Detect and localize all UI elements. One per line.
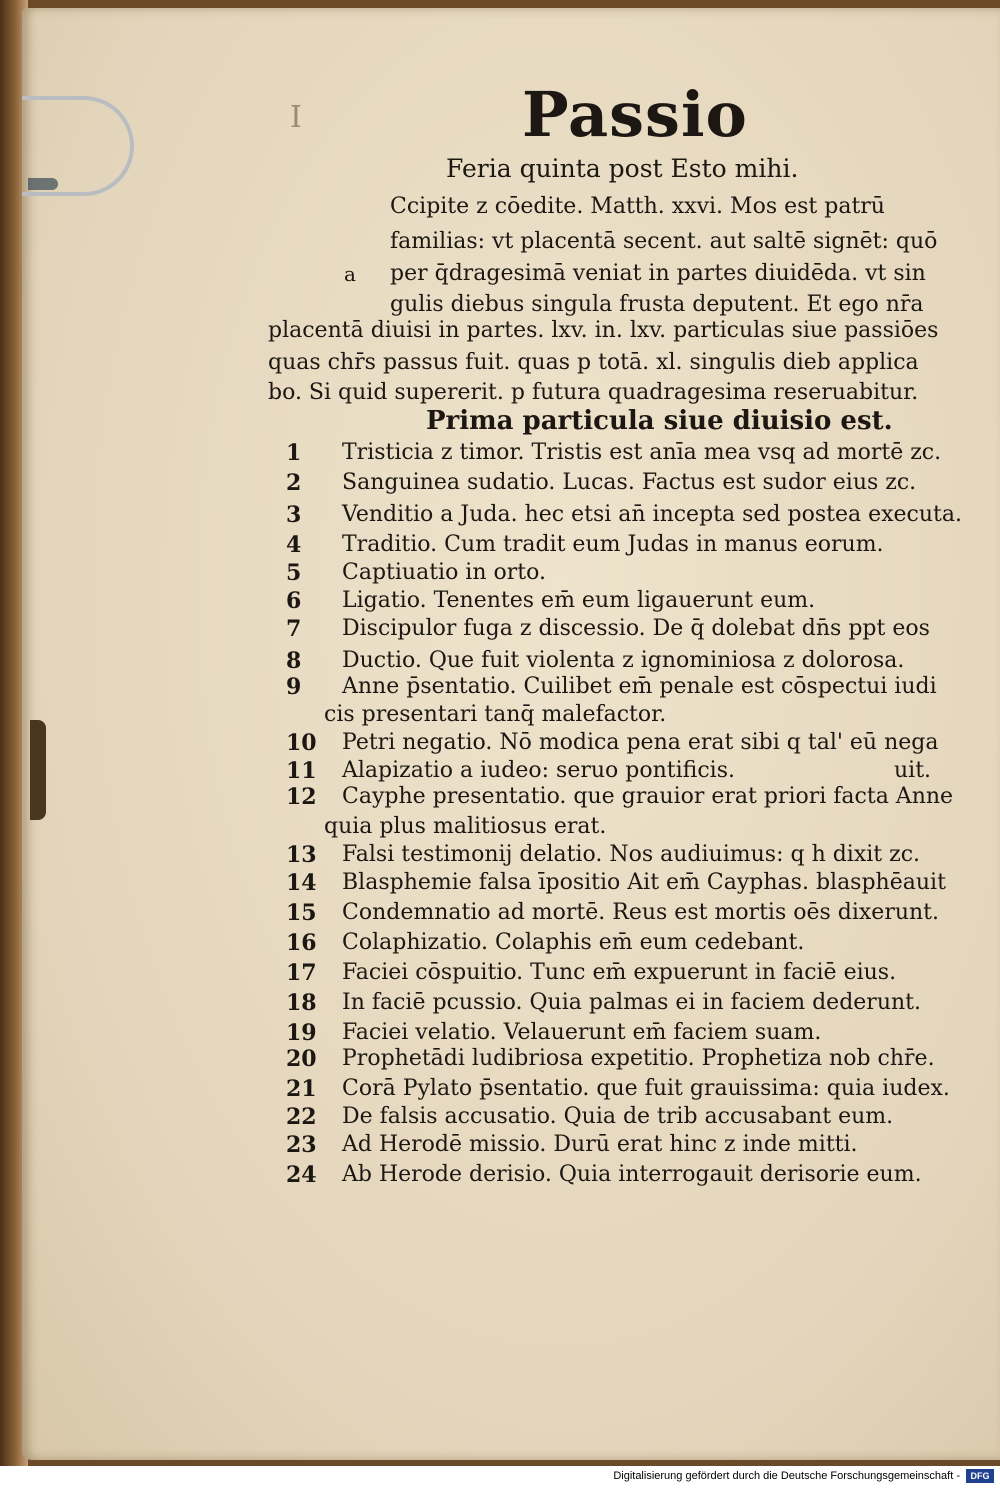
list-item — [286, 784, 986, 814]
list-item — [286, 900, 986, 930]
list-item — [286, 990, 986, 1020]
dfg-logo: DFG — [966, 1469, 994, 1483]
entry-number: 18 — [286, 990, 317, 1016]
entry-text: Ductio. Que fuit violenta z ignominiosa z dolorosa. — [342, 648, 905, 673]
list-item — [286, 870, 986, 900]
entry-number: 12 — [286, 784, 317, 810]
entry-text: Alapizatio a iudeo: seruo pontificis. — [342, 758, 735, 783]
entry-number: 4 — [286, 532, 302, 558]
entry-number: 6 — [286, 588, 302, 614]
entry-text: Prophetādi ludibriosa expetitio. Prophetiza nob chr̄e. — [342, 1046, 935, 1071]
entry-text: Blasphemie falsa īpositio Ait em̄ Cayphas. blasphēauit — [342, 870, 946, 895]
entry-text: Falsi testimonij delatio. Nos audiuimus: q h dixit zc. — [342, 842, 921, 867]
intro-line: Ccipite z cōedite. Matth. xxvi. Mos est patrū — [390, 194, 885, 219]
entry-number: 14 — [286, 870, 317, 896]
entry-number: 21 — [286, 1076, 317, 1102]
entry-continuation: cis presentari tanq̄ malefactor. — [324, 702, 667, 727]
entry-text: Faciei cōspuitio. Tunc em̄ expuerunt in faciē eius. — [342, 960, 897, 985]
footer-bar — [0, 1466, 1000, 1488]
entry-number: 22 — [286, 1104, 317, 1130]
list-item — [286, 502, 986, 532]
entry-text: Petri negatio. Nō modica pena erat sibi q tal' eū nega — [342, 730, 939, 755]
entry-text: Colaphizatio. Colaphis em̄ eum cedebant. — [342, 930, 805, 955]
list-item — [286, 730, 986, 760]
entry-number: 5 — [286, 560, 302, 586]
entry-text: Traditio. Cum tradit eum Judas in manus eorum. — [342, 532, 884, 557]
entry-continuation: uit. — [894, 758, 932, 783]
list-item — [286, 1076, 986, 1106]
list-item — [286, 470, 986, 500]
entry-number: 19 — [286, 1020, 317, 1046]
page-notch — [30, 720, 46, 820]
entry-number: 17 — [286, 960, 317, 986]
entry-continuation: quia plus malitiosus erat. — [324, 814, 607, 839]
list-item — [286, 842, 986, 872]
list-item — [286, 960, 986, 990]
entry-text: Captiuatio in orto. — [342, 560, 546, 585]
entry-text: Condemnatio ad mortē. Reus est mortis oēs dixerunt. — [342, 900, 940, 925]
entry-text: In faciē pcussio. Quia palmas ei in faciem dederunt. — [342, 990, 921, 1015]
list-item — [286, 616, 986, 646]
entry-text: Tristicia z timor. Tristis est anīa mea vsq ad mortē zc. — [342, 440, 942, 465]
intro-line: gulis diebus singula frusta deputent. Et ego nr̄a — [390, 292, 924, 317]
intro-line: bo. Si quid supererit. p futura quadragesima reseruabitur. — [268, 380, 919, 405]
entry-text: Ad Herodē missio. Durū erat hinc z inde mitti. — [342, 1132, 858, 1157]
entry-text: Discipulor fuga z discessio. De q̄ dolebat dn̄s ppt eos — [342, 616, 930, 641]
entry-number: 2 — [286, 470, 302, 496]
entry-text: Anne p̄sentatio. Cuilibet em̄ penale est cōspectui iudi — [342, 674, 937, 699]
entry-text: Ab Herode derisio. Quia interrogauit derisorie eum. — [342, 1162, 922, 1187]
entry-text: Cayphe presentatio. que grauior erat priori facta Anne — [342, 784, 954, 809]
list-item — [286, 1132, 986, 1162]
entry-number: 1 — [286, 440, 302, 466]
footer-credit: Digitalisierung gefördert durch die Deutsche Forschungsgemeinschaft - — [613, 1470, 960, 1482]
intro-line: placentā diuisi in partes. lxv. in. lxv. particulas siue passiōes — [268, 318, 939, 343]
entry-text: Faciei velatio. Velauerunt em̄ faciem suam. — [342, 1020, 822, 1045]
entry-text: Sanguinea sudatio. Lucas. Factus est sudor eius zc. — [342, 470, 917, 495]
clip-shadow — [28, 178, 58, 190]
entry-number: 23 — [286, 1132, 317, 1158]
page-title: Passio — [522, 78, 748, 151]
list-item — [286, 532, 986, 562]
intro-line: quas chr̄s passus fuit. quas p totā. xl. singulis dieb applica — [268, 350, 919, 375]
entry-number: 3 — [286, 502, 302, 528]
entry-number: 24 — [286, 1162, 317, 1188]
list-item — [286, 440, 986, 470]
list-item — [286, 1104, 986, 1134]
list-item — [286, 560, 986, 590]
entry-text: Corā Pylato p̄sentatio. que fuit grauissima: quia iudex. — [342, 1076, 950, 1101]
entry-number: 11 — [286, 758, 317, 784]
list-item — [286, 1046, 986, 1076]
margin-letter: a — [344, 262, 356, 286]
faded-mark: I — [290, 100, 302, 135]
entry-number: 8 — [286, 648, 302, 674]
entry-number: 10 — [286, 730, 317, 756]
entry-number: 16 — [286, 930, 317, 956]
intro-line: per q̄dragesimā veniat in partes diuidēda. vt sin — [390, 261, 926, 286]
entry-text: De falsis accusatio. Quia de trib accusabant eum. — [342, 1104, 894, 1129]
entry-number: 13 — [286, 842, 317, 868]
entry-number: 7 — [286, 616, 302, 642]
list-item — [286, 674, 986, 704]
entry-text: Venditio a Juda. hec etsi an̄ incepta sed postea executa. — [342, 502, 962, 527]
intro-line: familias: vt placentā secent. aut saltē signēt: quō — [390, 229, 938, 254]
page-subtitle: Feria quinta post Esto mihi. — [446, 154, 799, 183]
entry-number: 20 — [286, 1046, 317, 1072]
list-item — [286, 588, 986, 618]
entry-text: Ligatio. Tenentes em̄ eum ligauerunt eum. — [342, 588, 816, 613]
list-item — [286, 1162, 986, 1192]
entry-number: 9 — [286, 674, 302, 700]
entry-number: 15 — [286, 900, 317, 926]
section-heading: Prima particula siue diuisio est. — [426, 406, 893, 436]
list-item — [286, 930, 986, 960]
book-page — [22, 8, 1000, 1460]
